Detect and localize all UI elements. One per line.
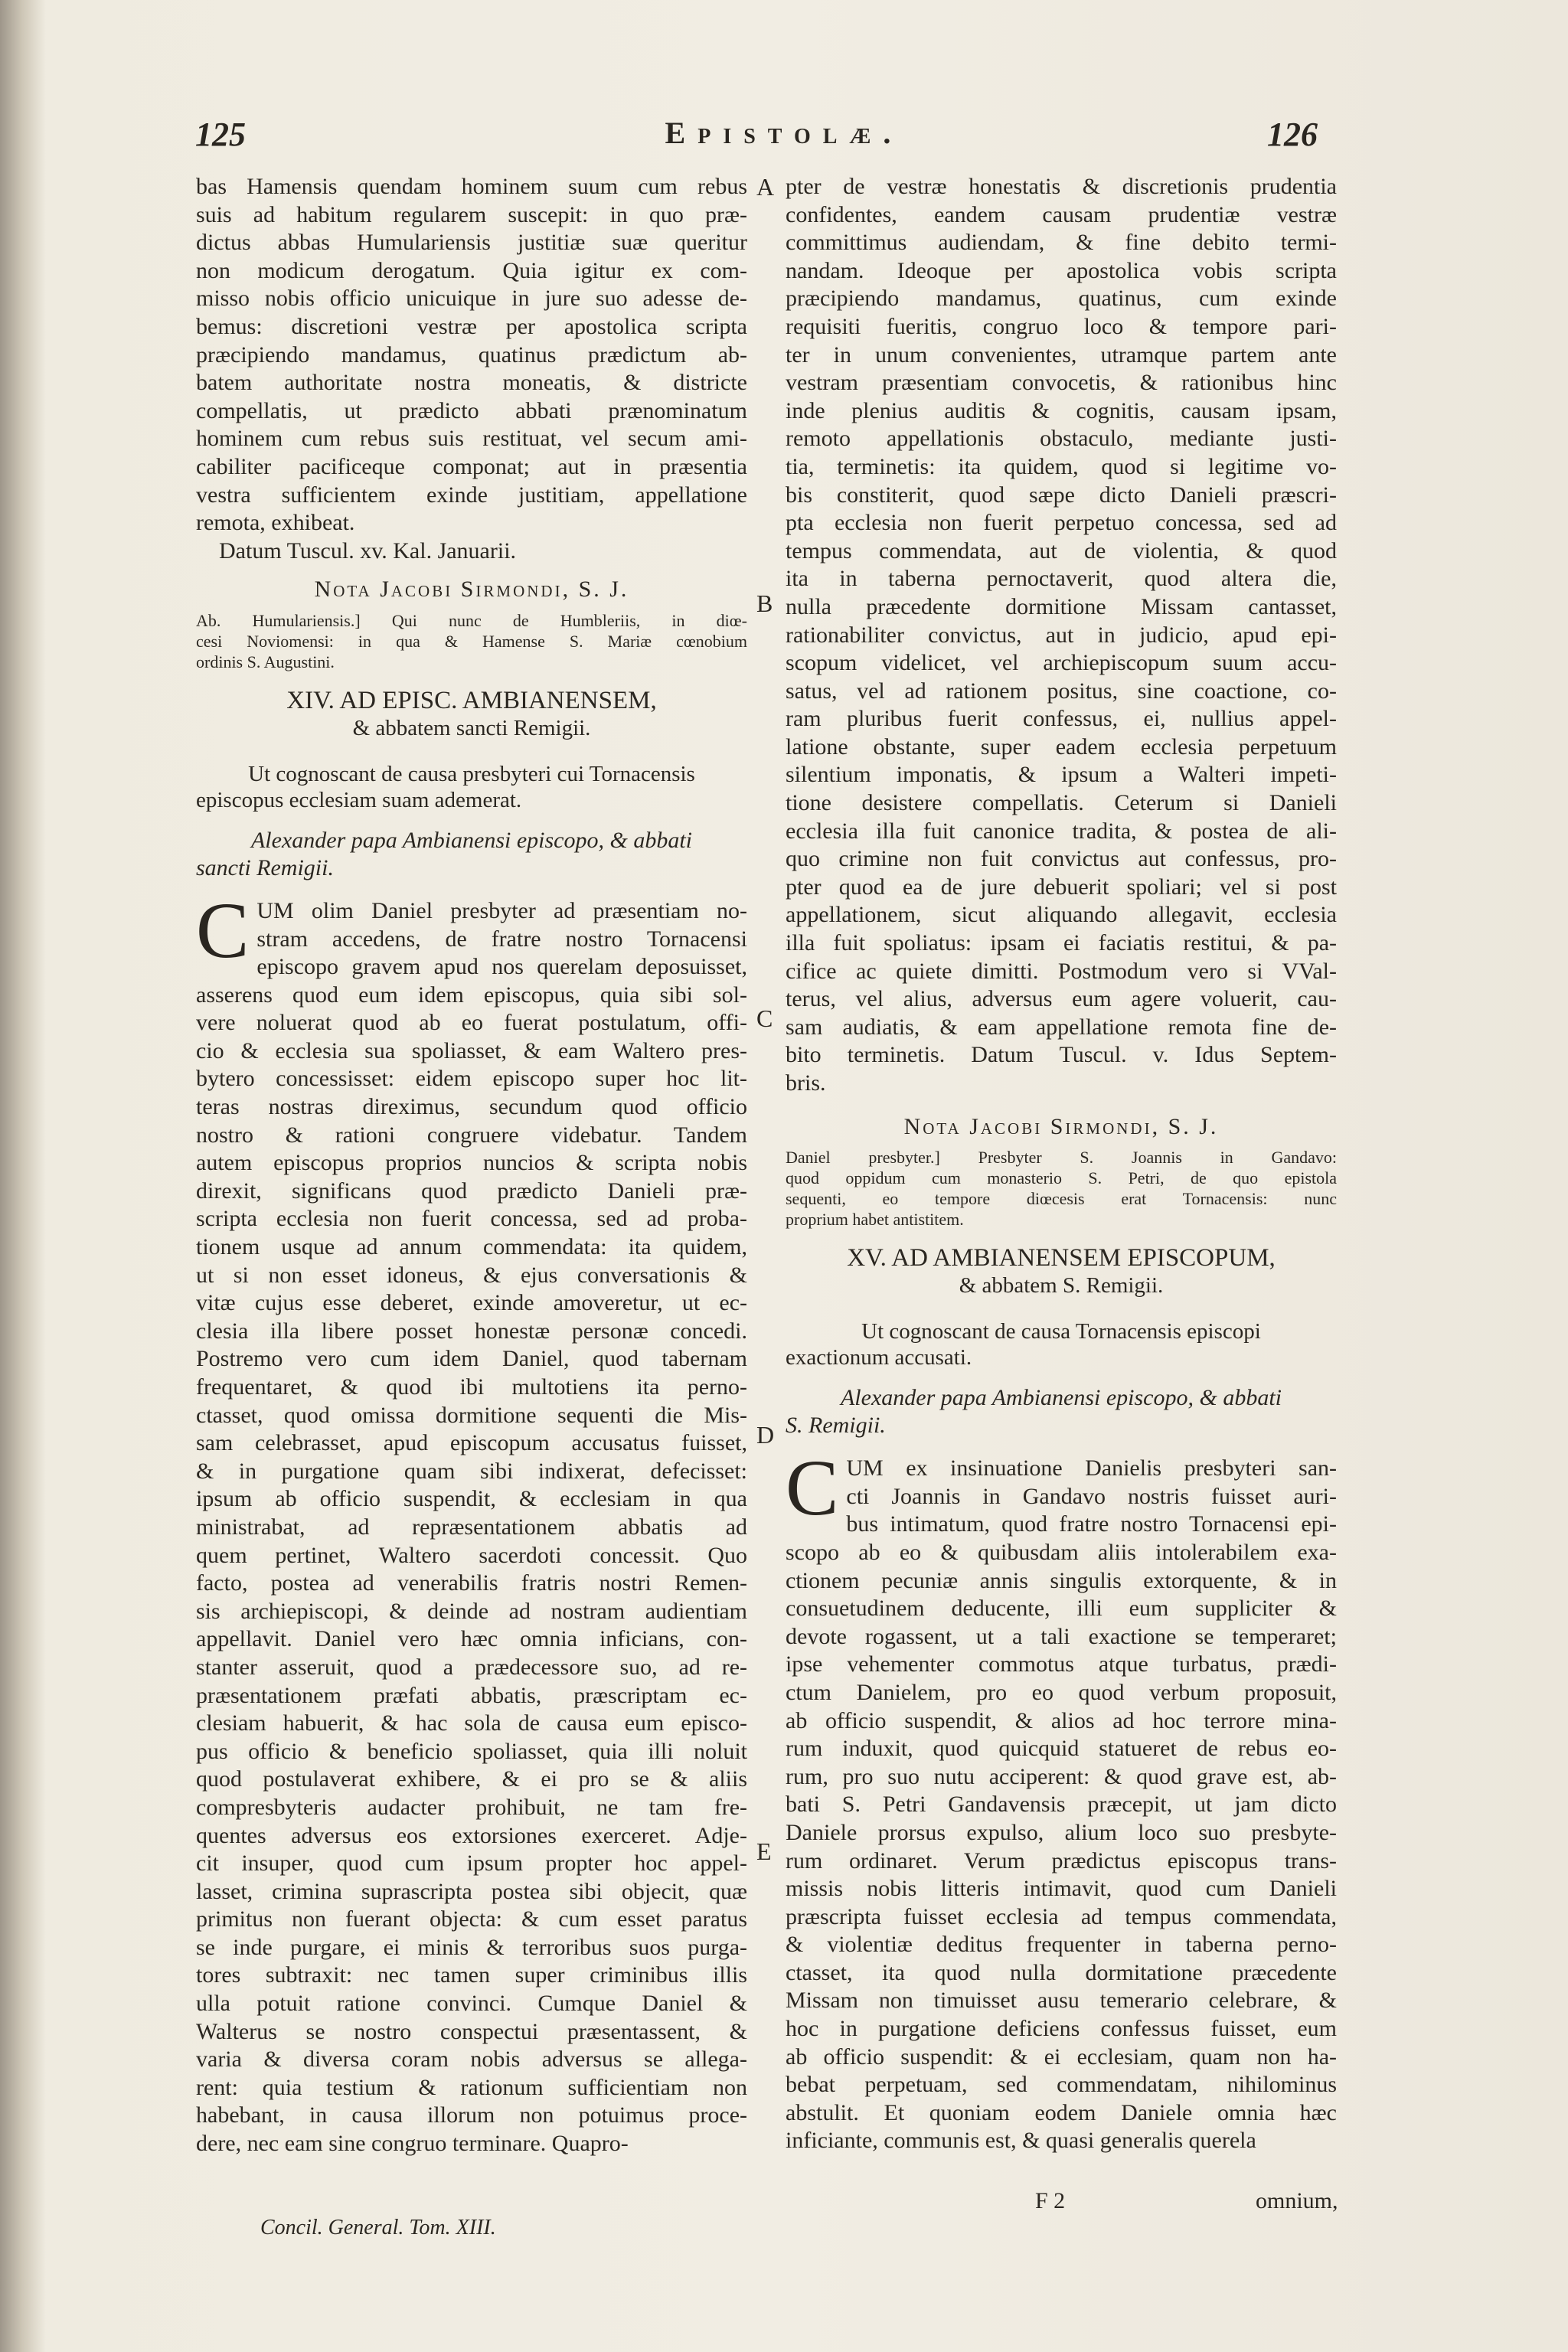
drop-cap: C (196, 886, 250, 975)
letter-xv-salutation (786, 1384, 1337, 1439)
text-line: bus intimatum, quod fratre nostro Tornacensi epi- (846, 1511, 1337, 1537)
text-line: hominem cum rebus suis restituat, vel secum ami- (196, 426, 747, 452)
text-line: bas Hamensis quendam hominem suum cum rebus (196, 174, 747, 199)
binding-gutter (0, 0, 46, 2352)
text-line: consuetudinem deducente, illi eum suppliciter & (786, 1596, 1337, 1622)
text-line: præsentationem præfati abbatis, præscriptam ec- (196, 1682, 747, 1708)
text-line: cti Joannis in Gandavo nostris fuisset auri- (846, 1483, 1337, 1509)
text-line: bemus: discretioni vestræ per apostolica scripta (196, 313, 747, 339)
margin-letter-a: A (756, 173, 775, 201)
text-line: bati S. Petri Gandavensis præcepit, ut jam dicto (786, 1792, 1337, 1818)
text-line: clesia illa libere posset honestæ personæ concedi. (196, 1318, 747, 1344)
text-line: ab officio suspendit, & alios ad hoc terrore mina- (786, 1707, 1337, 1733)
text-line: Daniele prorsus expulso, alium loco suo presbyte- (786, 1819, 1337, 1845)
text-line: confidentes, eandem causam prudentiæ vestræ (786, 201, 1337, 227)
summary-line: exactionum accusati. (786, 1345, 972, 1370)
text-line: ut si non esset idoneus, & ejus conversationis & (196, 1262, 747, 1288)
left-opening-text (196, 173, 747, 537)
page-number-left: 125 (195, 116, 246, 153)
text-line: rum ordinaret. Verum prædictus episcopus trans- (786, 1847, 1337, 1873)
text-line: missis nobis litteris intimavit, quod cum Danieli (786, 1876, 1337, 1902)
text-line: stram accedens, de fratre nostro Tornacensi (256, 926, 747, 952)
summary-line: Ut cognoscant de causa Tornacensis episcopi (861, 1319, 1261, 1344)
text-line: tionem usque ad annum commendata: ita quidem, (196, 1234, 747, 1260)
salutation-line: S. Remigii. (786, 1413, 886, 1439)
text-line: pta ecclesia non fuerit perpetuo concessa, sed ad (786, 510, 1337, 536)
text-line: clesiam habuerit, & hac sola de causa eum episco- (196, 1710, 747, 1736)
text-line: tione desistere compellatis. Ceterum si Danieli (786, 790, 1337, 816)
text-line: satus, vel ad rationem positus, sine coactione, co- (786, 678, 1337, 704)
text-line: UM ex insinuatione Danielis presbyteri san- (846, 1455, 1337, 1481)
text-line: quo crimine non fuit convictus aut confessus, pro- (786, 846, 1337, 872)
text-line: ctum Danielem, pro eo quod verbum proposuit, (786, 1679, 1337, 1705)
text-line: suis ad habitum regularem suscepit: in quo præ- (196, 201, 747, 227)
text-line: rum, pro suo nutu acciperent: & quod grave est, ab- (786, 1763, 1337, 1789)
text-line: tempus commendata, aut de violentia, & quod (786, 537, 1337, 564)
left-datum: Datum Tuscul. xv. Kal. Januarii. (219, 537, 517, 564)
text-line: stanter asseruit, quod a prædecessore suo, ad re- (196, 1654, 747, 1680)
note-line: ordinis S. Augustini. (196, 652, 335, 671)
note-line: cesi Noviomensi: in qua & Hamense S. Mariæ cœnobium (196, 631, 747, 651)
letter-xiv-salutation (196, 827, 747, 882)
text-line: inficiante, communis est, & quasi generalis querela (786, 2128, 1256, 2154)
text-line: sis archiepiscopi, & deinde ad nostram audientiam (196, 1598, 747, 1624)
footer-catchword: omnium, (1256, 2188, 1338, 2213)
text-line: committimus audiendam, & fine debito termi- (786, 230, 1337, 256)
right-opening-text (786, 173, 1337, 1098)
letter-xv-subheading: & abbatem S. Remigii. (959, 1273, 1164, 1298)
text-line: remoto appellationis obstaculo, mediante justi- (786, 426, 1337, 452)
text-line: ctasset, quod omissa dormitione sequenti die Mis- (196, 1402, 747, 1428)
text-line: terus, vel alius, adversus eum agere voluerit, cau- (786, 986, 1337, 1012)
text-line: quod postulaverat exhibere, & ei pro se & aliis (196, 1766, 747, 1792)
text-line: scopo ab eo & quibusdam aliis intolerabilem exa- (786, 1539, 1337, 1565)
text-line: cifice ac quiete dimitti. Postmodum vero si VVal- (786, 958, 1337, 984)
salutation-line: sancti Remigii. (196, 854, 334, 880)
note-line: Daniel presbyter.] Presbyter S. Joannis in Gandavo: (786, 1148, 1337, 1168)
text-line: ram pluribus fuerit confessus, ei, nullius appel- (786, 706, 1337, 732)
summary-line: Ut cognoscant de causa presbyteri cui Tornacensis (248, 761, 695, 786)
text-line: & violentiæ deditus frequenter in taberna perno- (786, 1932, 1337, 1958)
salutation-line: Alexander papa Ambianensi episcopo, & abbati (250, 827, 693, 853)
text-line: pus officio & beneficio spoliasset, quia illi noluit (196, 1738, 747, 1764)
letter-xv-body (786, 1444, 1337, 2155)
text-line: facto, postea ad venerabilis fratris nostri Remen- (196, 1570, 747, 1596)
letter-xiv-summary (196, 761, 747, 813)
text-line: quentes adversus eos extorsiones exerceret. Adje- (196, 1822, 747, 1848)
left-column (196, 173, 747, 2158)
text-line: latione obstante, super eadem ecclesia perpetuum (786, 733, 1337, 760)
text-line: bito terminetis. Datum Tuscul. v. Idus Septem- (786, 1042, 1337, 1068)
text-line: rationabiliter convictus, aut in judicio, apud epi- (786, 622, 1337, 648)
text-line: pter de vestræ honestatis & discretionis prudentia (786, 174, 1337, 199)
text-line: hoc in purgatione deficiens confessus fuisset, eum (786, 2016, 1337, 2042)
letter-xv-heading: XV. AD AMBIANENSEM EPISCOPUM, (847, 1244, 1276, 1272)
text-line: se inde purgare, ei minis & terroribus suos purga- (196, 1934, 747, 1960)
text-line: compresbyteris audacter prohibuit, ne tam fre- (196, 1794, 747, 1820)
text-line: ministrabat, ad repræsentationem abbatis ad (196, 1514, 747, 1540)
text-line: ctionem pecuniæ annis singulis extorquente, & in (786, 1567, 1337, 1593)
text-line: ita in taberna pernoctaverit, quod altera die, (786, 566, 1337, 592)
text-line: Missam non timuisset ausu temerario celebrare, & (786, 1988, 1337, 2014)
text-line: ab officio suspendit: & ei ecclesiam, quam non ha- (786, 2043, 1337, 2069)
text-line: vestram præsentiam convocetis, & rationibus hinc (786, 370, 1337, 396)
text-line: rum induxit, quod quicquid statueret de rebus eo- (786, 1736, 1337, 1762)
note-line: sequenti, eo tempore diœcesis erat Tornacensis: nunc (786, 1189, 1337, 1209)
letter-xv-summary (786, 1318, 1337, 1370)
text-line: bytero concessisset: eidem episcopo super hoc lit- (196, 1066, 747, 1092)
text-line: Walterus se nostro conspectui præsentassent, & (196, 2018, 747, 2044)
left-note (196, 610, 747, 672)
text-line: misso nobis officio unicuique in jure suo adesse de- (196, 286, 747, 312)
text-line: nostro & rationi congruere videbatur. Tandem (196, 1122, 747, 1148)
text-line: cit insuper, quod cum ipsum propter hoc appel- (196, 1851, 747, 1877)
note-line: quod oppidum cum monasterio S. Petri, de quo epistola (786, 1168, 1337, 1188)
text-line: scripta ecclesia non fuerit concessa, sed ad proba- (196, 1206, 747, 1232)
text-line: autem episcopus proprios nuncios & scripta nobis (196, 1150, 747, 1176)
margin-letter-c: C (756, 1004, 773, 1032)
text-line: ipsum ab officio suspendit, & ecclesiam in qua (196, 1486, 747, 1512)
text-line: vitæ cujus esse deberet, exinde amoveretur, ut ec- (196, 1290, 747, 1316)
text-line: sam celebrasset, apud episcopum accusatus fuisset, (196, 1430, 747, 1456)
text-line: dictus abbas Humulariensis justitiæ suæ queritur (196, 230, 747, 256)
text-line: ter in unum convenientes, utramque partem ante (786, 341, 1337, 368)
running-title: Epistolæ. (665, 116, 903, 150)
text-line: varia & diversa coram nobis adversus se allega- (196, 2047, 747, 2073)
page-number-right: 126 (1267, 116, 1318, 153)
text-line: vestra sufficientem exinde justitiam, appellatione (196, 482, 747, 508)
text-line: nandam. Ideoque per apostolica vobis scripta (786, 257, 1337, 283)
text-line: silentium imponatis, & ipsum a Walteri impeti- (786, 762, 1337, 788)
text-line: asserens quod eum idem episcopus, quia sibi sol- (196, 982, 747, 1008)
salutation-line: Alexander papa Ambianensi episcopo, & abbati (840, 1385, 1282, 1411)
text-line: rent: quia testium & rationum sufficientiam non (196, 2074, 747, 2100)
text-line: quem pertinet, Waltero sacerdoti concessit. Quo (196, 1542, 747, 1568)
text-line: ipse vehementer commotus atque turbatus, prædi- (786, 1651, 1337, 1677)
footer-volume: Concil. General. Tom. XIII. (260, 2216, 496, 2239)
text-line: ecclesia illa fuit canonice tradita, & postea de ali- (786, 818, 1337, 844)
text-line: præscripta fuisset ecclesia ad tempus commendata, (786, 1903, 1337, 1929)
text-line: UM olim Daniel presbyter ad præsentiam no- (256, 897, 747, 923)
left-nota-title: Nota Jacobi Sirmondi, S. J. (314, 577, 629, 603)
text-line: illa fuit spoliatus: ipsam ei faciatis restitui, & pa- (786, 930, 1337, 956)
margin-letter-b: B (756, 590, 773, 617)
text-line: sam audiatis, & eam appellatione remota fine de- (786, 1014, 1337, 1040)
summary-line: episcopus ecclesiam suam ademerat. (196, 787, 522, 812)
text-line: habebant, in causa illorum non potuimus proce- (196, 2102, 747, 2128)
text-line: direxit, significans quod prædicto Danieli præ- (196, 1178, 747, 1204)
drop-cap: C (786, 1444, 839, 1533)
text-line: episcopo gravem apud nos querelam deposuisset, (256, 954, 747, 980)
letter-xiv-body (196, 886, 747, 2158)
text-line: compellatis, ut prædicto abbati prænominatum (196, 397, 747, 423)
text-line: ctasset, ita quod nulla dormitatione præcedente (786, 1959, 1337, 1985)
text-line: primitus non fuerant objecta: & cum esset paratus (196, 1906, 747, 1932)
text-line: requisiti fueritis, congruo loco & tempore pari- (786, 313, 1337, 339)
margin-letter-e: E (756, 1838, 772, 1865)
text-line: teras nostras direximus, secundum quod officio (196, 1094, 747, 1120)
text-line: Postremo vero cum idem Daniel, quod tabernam (196, 1346, 747, 1372)
text-line: præcipiendo mandamus, quatinus, cum exinde (786, 286, 1337, 312)
margin-letter-d: D (756, 1421, 775, 1449)
text-line: & in purgatione quam sibi indixerat, defecisset: (196, 1458, 747, 1484)
note-line: Ab. Humulariensis.] Qui nunc de Humbleriis, in diœ- (196, 610, 747, 630)
text-line: cabiliter pacificeque componat; aut in præsentia (196, 453, 747, 479)
right-column (786, 173, 1337, 2155)
text-line: dere, nec eam sine congruo terminare. Quapro- (196, 2131, 629, 2157)
text-line: tores subtraxit: nec tamen super criminibus illis (196, 1962, 747, 1988)
letter-xiv-heading: XIV. AD EPISC. AMBIANENSEM, (286, 686, 657, 714)
text-line: cio & ecclesia sua spoliasset, & eam Waltero pres- (196, 1037, 747, 1063)
letter-xiv-subheading: & abbatem sancti Remigii. (352, 715, 591, 740)
text-line: frequentaret, & quod ibi multotiens ita perno- (196, 1374, 747, 1400)
text-line: ulla potuit ratione convinci. Cumque Daniel & (196, 1991, 747, 2017)
text-line: inde plenius auditis & cognitis, causam ipsam, (786, 397, 1337, 423)
text-line: lasset, crimina suprascripta postea sibi objecit, quæ (196, 1878, 747, 1904)
text-line: appellavit. Daniel vero hæc omnia inficians, con- (196, 1626, 747, 1652)
text-line: bis constiterit, quod sæpe dicto Danieli præscri- (786, 482, 1337, 508)
text-line: scopum videlicet, vel archiepiscopum suum accu- (786, 650, 1337, 676)
text-line: bris. (786, 1070, 826, 1096)
text-line: pter quod ea de jure debuerit spoliari; vel si post (786, 874, 1337, 900)
text-line: batem authoritate nostra moneatis, & districte (196, 370, 747, 396)
text-line: remota, exhibeat. (196, 510, 355, 536)
footer-signature: F 2 (1035, 2188, 1066, 2213)
text-line: non modicum derogatum. Quia igitur ex com- (196, 257, 747, 283)
text-line: tia, terminetis: ita quidem, quod si legitime vo- (786, 453, 1337, 479)
text-line: bebat perpetuam, sed commendatam, nihilominus (786, 2072, 1337, 2098)
note-line: proprium habet antistitem. (786, 1210, 964, 1230)
text-line: præcipiendo mandamus, quatinus prædictum ab- (196, 341, 747, 368)
text-line: nulla præcedente dormitione Missam cantasset, (786, 593, 1337, 619)
text-line: appellationem, sicut aliquando allegavit, ecclesia (786, 902, 1337, 928)
text-line: vere noluerat quod ab eo fuerat postulatum, offi- (196, 1010, 747, 1036)
text-line: abstulit. Et quoniam eodem Daniele omnia hæc (786, 2099, 1337, 2125)
right-note (786, 1147, 1337, 1230)
text-line: devote rogassent, ut a tali exactione se temperaret; (786, 1623, 1337, 1649)
right-nota-title: Nota Jacobi Sirmondi, S. J. (903, 1113, 1219, 1139)
